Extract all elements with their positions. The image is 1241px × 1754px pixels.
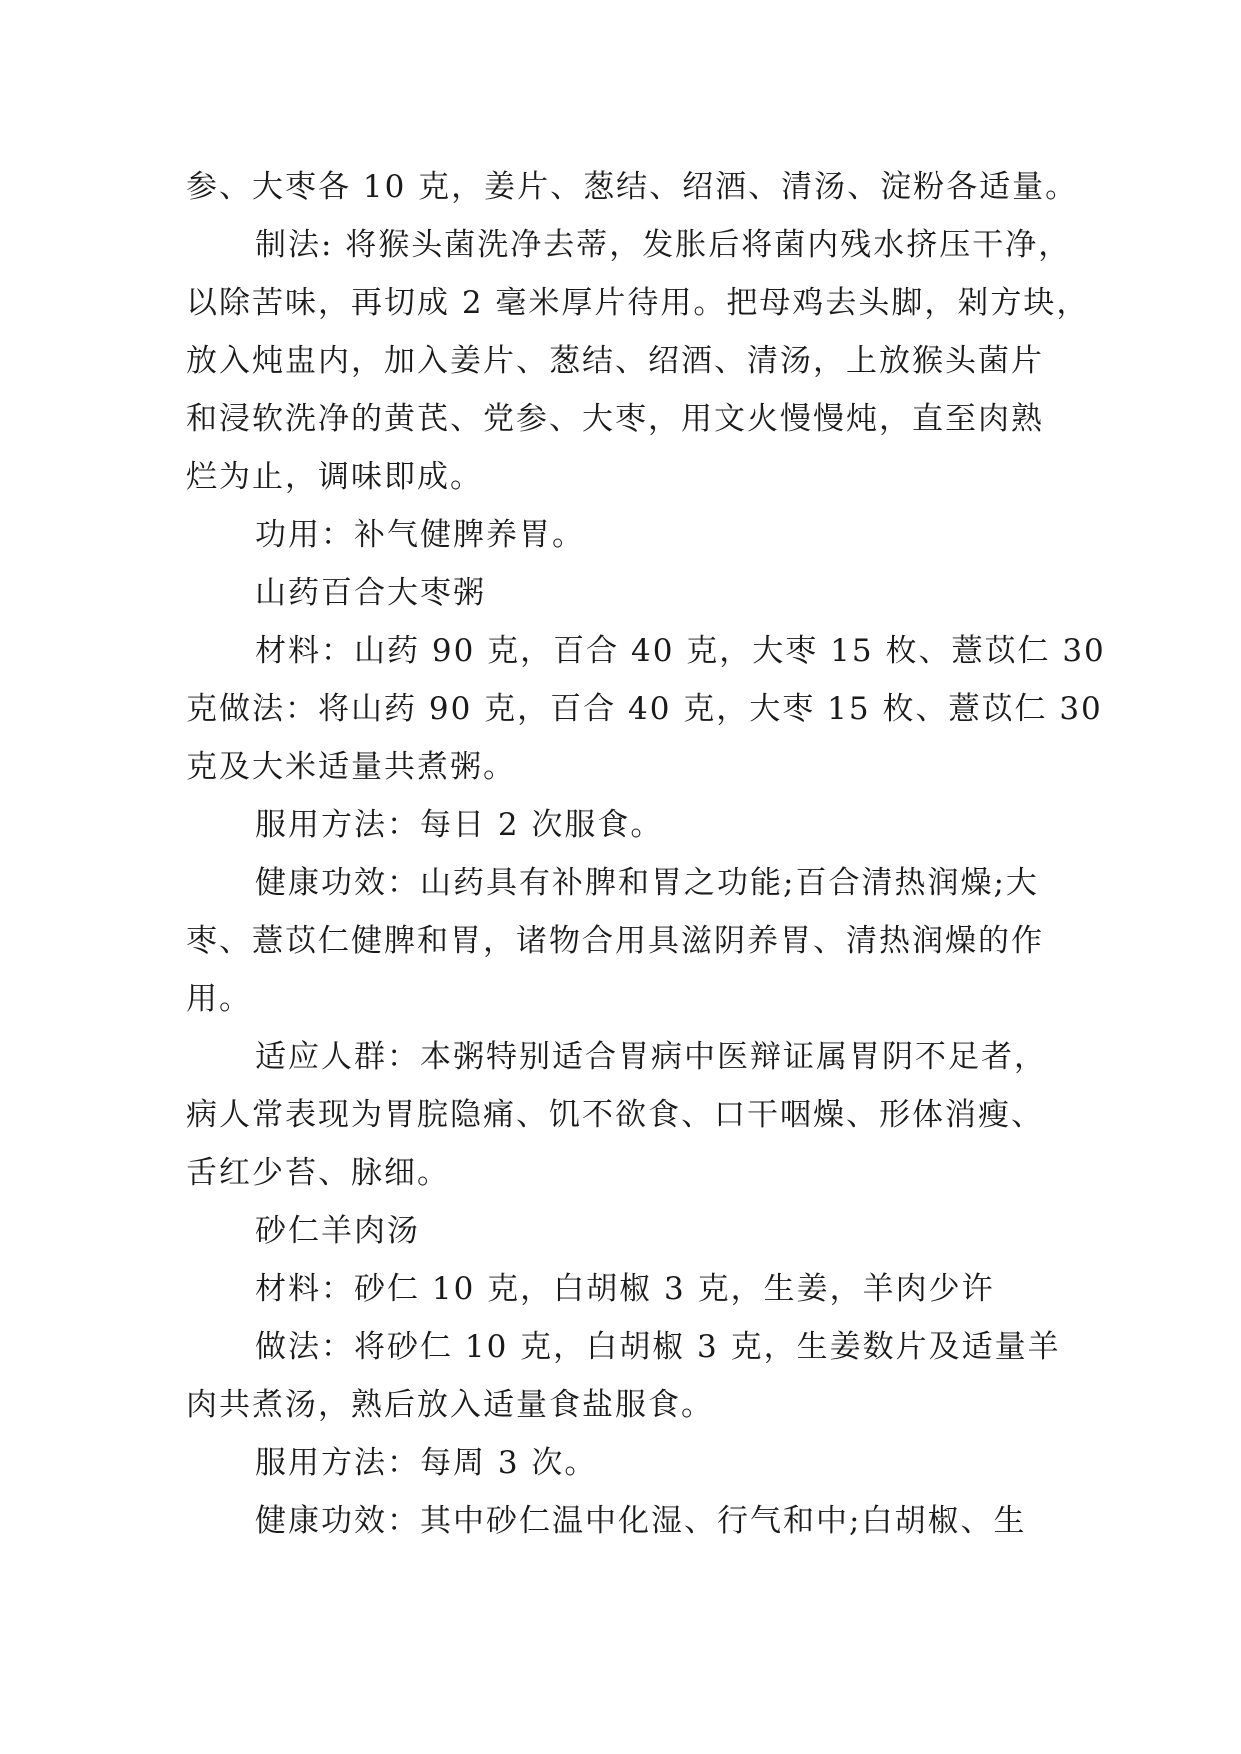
text-line: 适应人群：本粥特别适合胃病中医辩证属胃阴不足者，	[255, 1039, 1047, 1075]
text-line: 做法：将砂仁 10 克，白胡椒 3 克，生姜数片及适量羊	[255, 1329, 1061, 1365]
text-line: 服用方法：每日 2 次服食。	[255, 807, 664, 843]
text-line: 肉共煮汤，熟后放入适量食盐服食。	[186, 1387, 714, 1423]
recipe-title: 山药百合大枣粥	[255, 575, 486, 611]
text-line: 材料：山药 90 克，百合 40 克，大枣 15 枚、薏苡仁 30	[255, 633, 1106, 669]
text-line: 健康功效：山药具有补脾和胃之功能;百合清热润燥;大	[255, 865, 1039, 901]
text-line: 用。	[186, 981, 252, 1017]
text-line: 以除苦味，再切成 2 毫米厚片待用。把母鸡去头脚，剁方块，	[186, 285, 1090, 321]
text-line: 健康功效：其中砂仁温中化湿、行气和中;白胡椒、生	[255, 1503, 1027, 1539]
text-line: 舌红少苔、脉细。	[186, 1155, 450, 1191]
text-line: 烂为止，调味即成。	[186, 459, 483, 495]
text-line: 病人常表现为胃脘隐痛、饥不欲食、口干咽燥、形体消瘦、	[186, 1097, 1044, 1133]
text-line: 放入炖盅内，加入姜片、葱结、绍酒、清汤，上放猴头菌片	[186, 343, 1044, 379]
text-line: 和浸软洗净的黄芪、党参、大枣，用文火慢慢炖，直至肉熟	[186, 401, 1044, 437]
text-line: 克做法：将山药 90 克，百合 40 克，大枣 15 枚、薏苡仁 30	[186, 691, 1103, 727]
text-line: 材料：砂仁 10 克，白胡椒 3 克，生姜，羊肉少许	[255, 1271, 995, 1307]
text-line: 服用方法：每周 3 次。	[255, 1445, 598, 1481]
text-line: 功用：补气健脾养胃。	[255, 517, 585, 553]
text-line: 制法: 将猴头菌洗净去蒂，发胀后将菌内残水挤压干净，	[255, 227, 1072, 263]
recipe-title: 砂仁羊肉汤	[255, 1213, 420, 1249]
text-line: 枣、薏苡仁健脾和胃，诸物合用具滋阴养胃、清热润燥的作	[186, 923, 1044, 959]
text-line: 参、大枣各 10 克，姜片、葱结、绍酒、清汤、淀粉各适量。	[186, 169, 1079, 205]
text-line: 克及大米适量共煮粥。	[186, 749, 516, 785]
